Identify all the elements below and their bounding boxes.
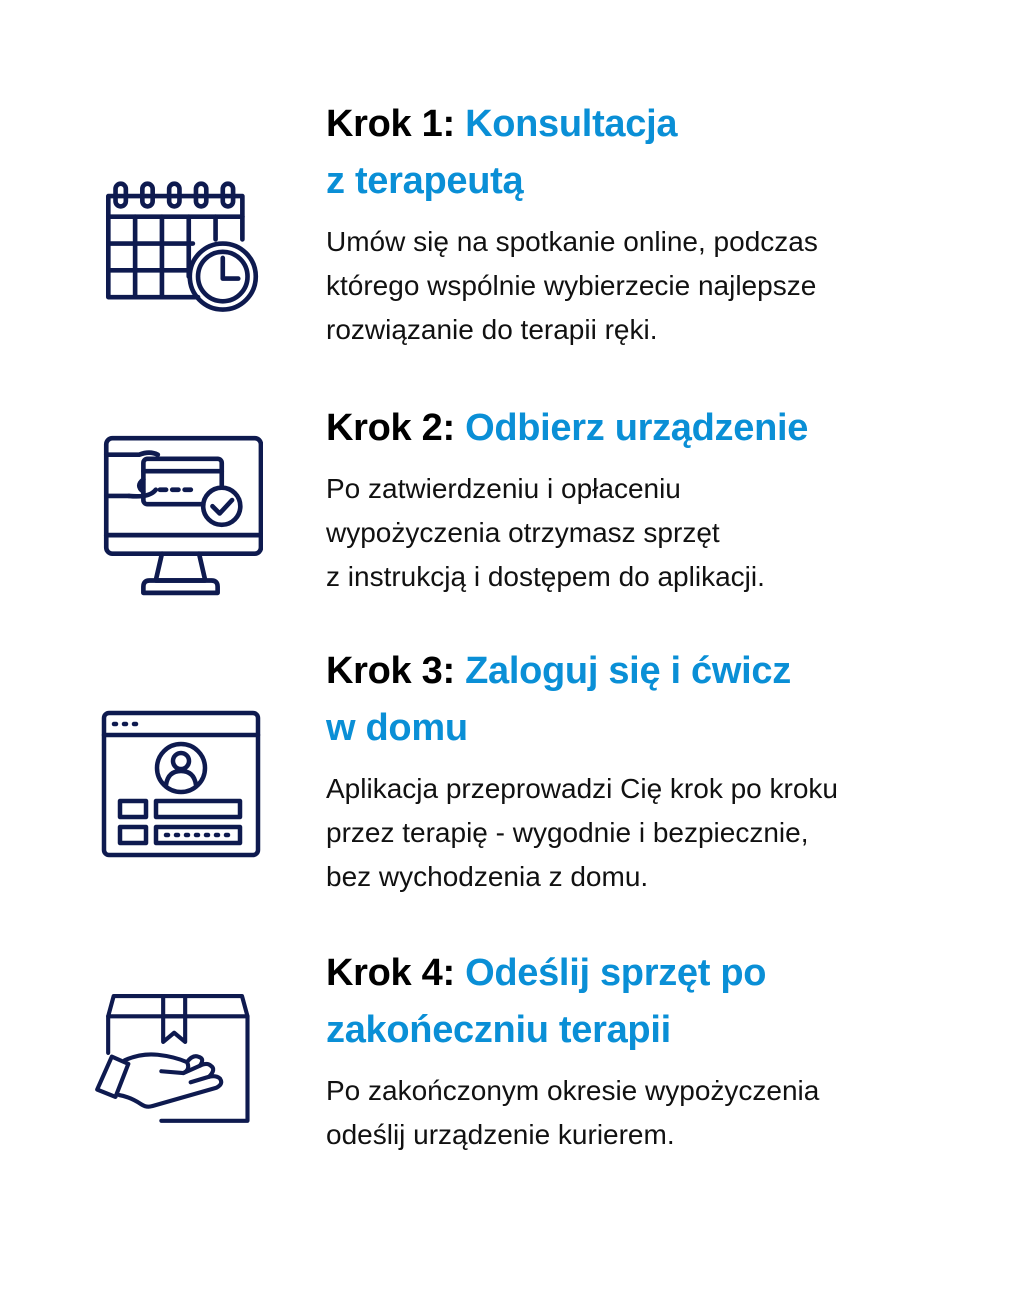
step-3-title-line-1: Zaloguj się i ćwicz — [465, 650, 791, 692]
hand-box-icon — [88, 975, 253, 1140]
step-3-description: Aplikacja przeprowadzi Cię krok po kroku przez terapię - wygodnie i bezpiecznie, bez wychodzenia z domu. — [326, 773, 838, 892]
step-3-prefix: Krok 3: — [326, 650, 466, 692]
step-3-title — [326, 643, 1006, 757]
step-1-description: Umów się na spotkanie online, podczas którego wspólnie wybierzecie najlepsze rozwiązanie do terapii ręki. — [326, 226, 818, 345]
step-4-title-line-1: Odeślij sprzęt po — [465, 952, 767, 994]
step-2-description: Po zatwierdzeniu i opłaceniu wypożyczenia otrzymasz sprzęt z instrukcją i dostępem do aplikacji. — [326, 473, 765, 592]
step-3-title-line-2: w domu — [326, 707, 468, 749]
step-2-title — [326, 400, 1006, 457]
step-2-prefix: Krok 2: — [326, 407, 466, 449]
step-4-prefix: Krok 4: — [326, 952, 466, 994]
step-1-prefix: Krok 1: — [326, 103, 466, 145]
monitor-payment-icon — [98, 432, 263, 597]
step-1-title — [326, 96, 1006, 210]
step-4-title-line-2: zakońeczniu terapii — [326, 1009, 671, 1051]
step-4-description: Po zakończonym okresie wypożyczenia odeślij urządzenie kurierem. — [326, 1075, 820, 1150]
step-1-title-line-1: Konsultacja — [465, 103, 678, 145]
calendar-clock-icon — [98, 160, 263, 325]
login-window-icon — [98, 700, 263, 865]
step-2-title-line-1: Odbierz urządzenie — [465, 407, 809, 449]
step-1-title-line-2: z terapeutą — [326, 160, 524, 202]
step-4-title — [326, 945, 1006, 1059]
